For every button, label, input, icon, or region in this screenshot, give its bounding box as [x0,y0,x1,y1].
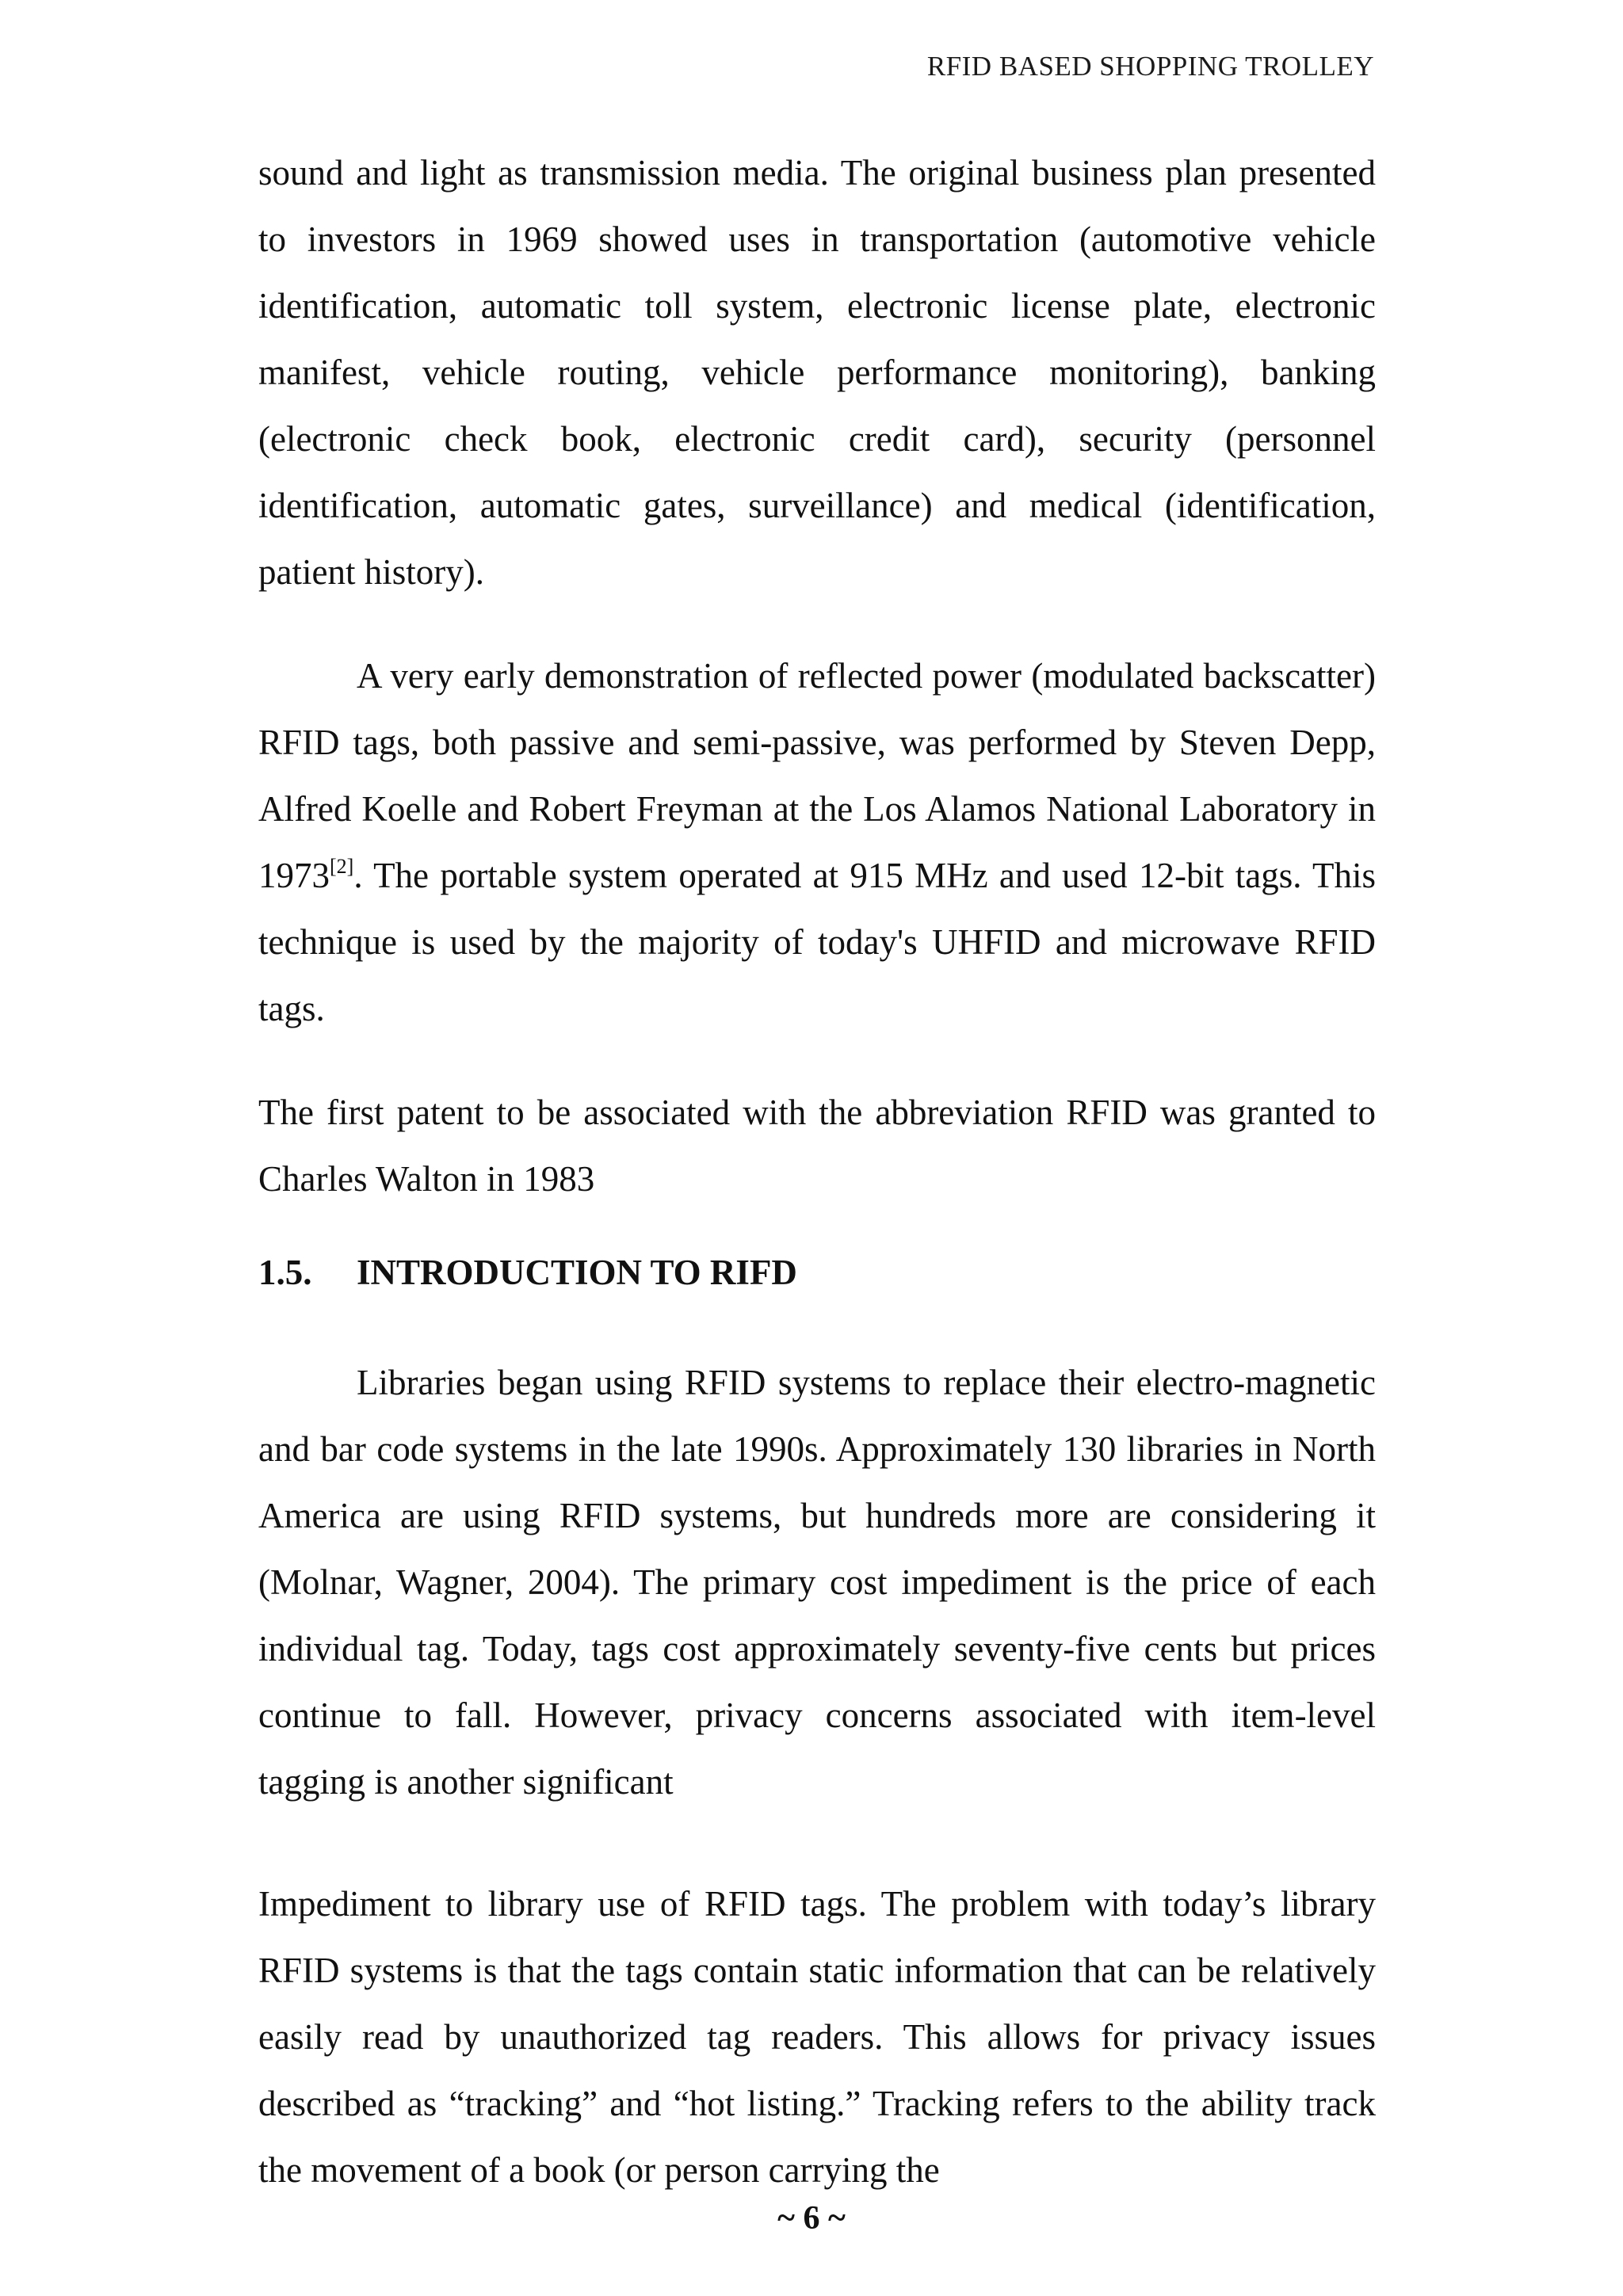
section-title: INTRODUCTION TO RIFD [357,1253,797,1292]
paragraph-impediment: Impediment to library use of RFID tags. The problem with today’s library RFID systems is that the tags contain static information that can be relatively easily read by unauthorized tag readers. This allows for privacy issues described as “tracking” and “hot listing.” Tracking refers to the ability track the movement of a book (or person carrying the [258,1884,1376,2190]
paragraph-first-patent: The first patent to be associated with the abbreviation RFID was granted to Charles Walton in 1983 [258,1093,1376,1199]
citation-reference: [2] [330,855,354,878]
section-number: 1.5. [258,1253,312,1292]
paragraph-libraries: Libraries began using RFID systems to replace their electro-magnetic and bar code systems in the late 1990s. Approximately 130 libraries in North America are using RFID systems, but hundreds more are considering it (Molnar, Wagner, 2004). The primary cost impediment is the price of each individual tag. Today, tags cost approximately seventy-five cents but prices continue to fall. However, privacy concerns associated with item-level tagging is another significant [258,1363,1376,1802]
page-number: ~ 6 ~ [777,2200,846,2237]
paragraph-text: . The portable system operated at 915 MHz and used 12-bit tags. This technique is used by the majority of today's UHFID and microwave RFID tags. [258,856,1376,1028]
section-heading [258,1252,797,1293]
running-header: RFID BASED SHOPPING TROLLEY [926,51,1374,82]
paragraph-early-demonstration [258,643,1376,1042]
paragraph-business-plan: sound and light as transmission media. The original business plan presented to investors in 1969 showed uses in transportation (automotive vehicle identification, automatic toll system, electronic license plate, electronic manifest, vehicle routing, vehicle performance monitoring), banking (electronic check book, electronic credit card), security (personnel identification, automatic gates, surveillance) and medical (identification, patient history). [258,153,1376,592]
paragraph-text: A very early demonstration of reflected power (modulated backscatter) RFID tags, both passive and semi-passive, was performed by Steven Depp, Alfred Koelle and Robert Freyman at the Los Alamos National Laboratory in 1973 [258,656,1376,895]
